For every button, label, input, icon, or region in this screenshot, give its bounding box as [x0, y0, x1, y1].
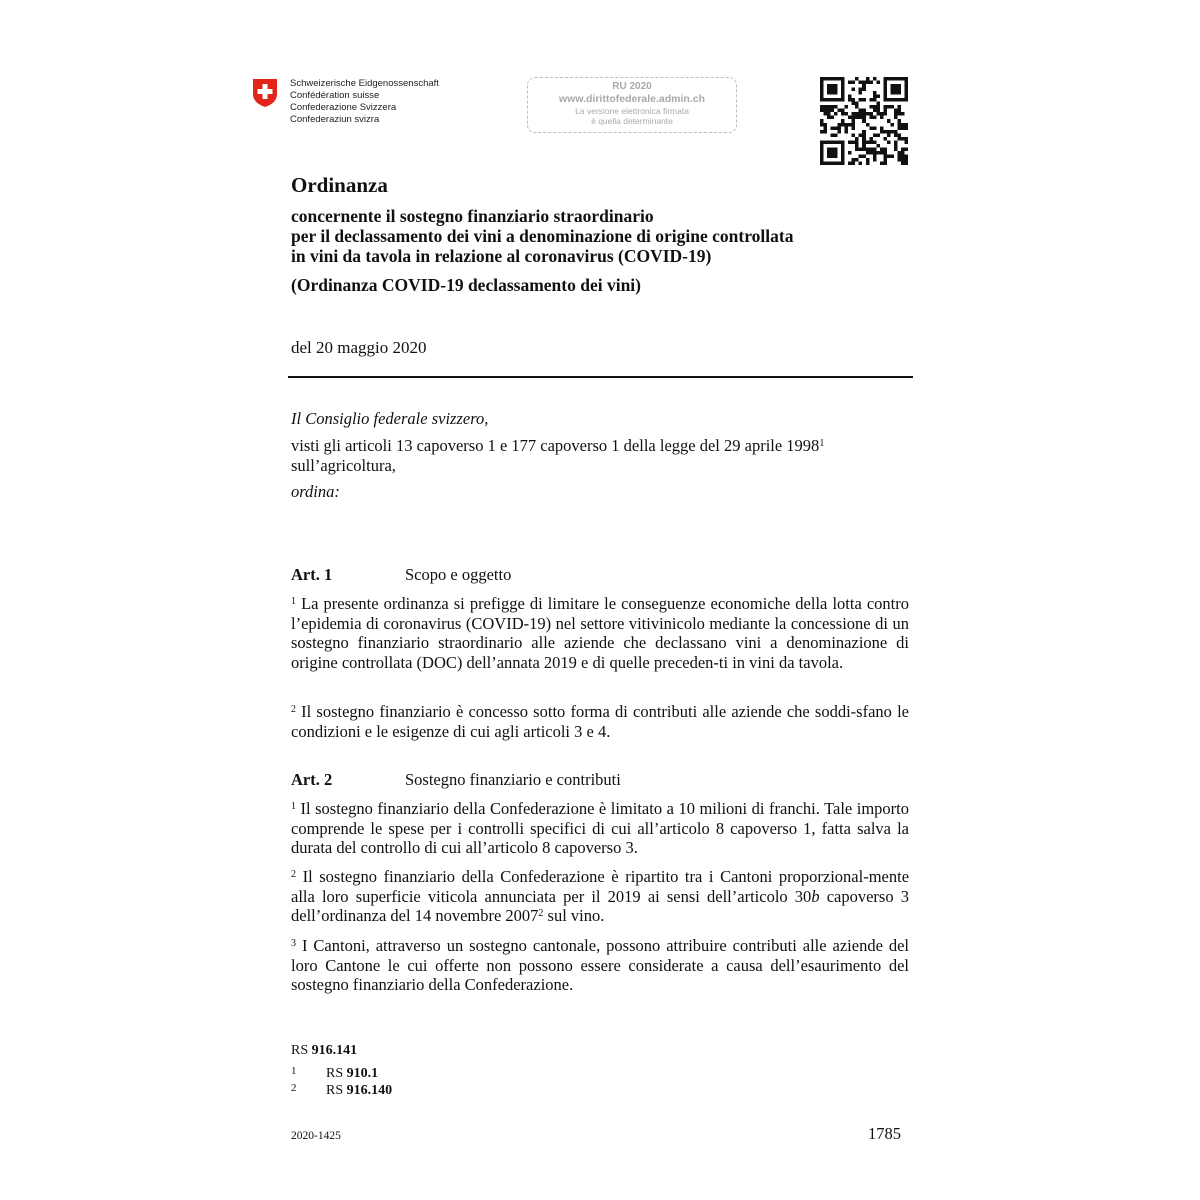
subtitle-line: per il declassamento dei vini a denominazione di origine controllata — [291, 226, 794, 246]
article-number: Art. 2 — [291, 770, 333, 789]
paragraph-text: Il sostegno finanziario della Confederazione è limitato a 10 milioni di franchi. Tale importo comprende le spese per i controlli specifici di cui all’articolo 8 capoverso 1, fatta salva la durata del controllo di cui all’articolo 8 capoverso 3. — [291, 799, 910, 857]
page-number: 1785 — [868, 1124, 901, 1143]
stamp-collection: RU 2020 — [612, 81, 652, 92]
document-date: del 20 maggio 2020 — [291, 338, 427, 357]
paragraph-text-italic: b — [811, 886, 820, 906]
footnote-number: 1 — [291, 1065, 297, 1077]
footnote-prefix: RS — [326, 1066, 347, 1081]
swiss-flag-icon — [252, 78, 278, 108]
confederation-name — [290, 78, 439, 126]
confederation-line-rm: Confederaziun svizra — [290, 114, 380, 125]
paragraph-number: 2 — [291, 704, 296, 715]
article-paragraph — [291, 702, 909, 741]
paragraph-text: sul vino. — [543, 906, 605, 925]
paragraph-number: 1 — [291, 596, 296, 607]
document-subtitle — [291, 206, 911, 266]
footnote-ref[interactable]: 1 — [819, 438, 825, 449]
rs-number: 916.141 — [311, 1043, 358, 1058]
article-paragraph — [291, 867, 909, 926]
confederation-line-fr: Confédération suisse — [290, 90, 380, 101]
publication-stamp — [527, 77, 737, 133]
article-number: Art. 1 — [291, 565, 333, 584]
title-divider — [288, 376, 913, 378]
stamp-url[interactable]: www.dirittofederale.admin.ch — [558, 93, 706, 105]
paragraph-number: 1 — [291, 801, 296, 812]
article-heading — [291, 565, 511, 585]
paragraph-text: Il sostegno finanziario della Confederazione è ripartito tra i Cantoni proporzional-mente alla loro superficie viticola annunciata per il 2019 ai sensi dell’articolo 30 — [291, 867, 910, 906]
qr-code-icon — [820, 77, 908, 165]
preamble-order: ordina: — [291, 482, 340, 501]
article-title: Scopo e oggetto — [405, 565, 512, 584]
article-title: Sostegno finanziario e contributi — [405, 770, 621, 789]
stamp-note-1: La versione elettronica firmata — [575, 106, 689, 116]
systematic-number — [291, 1042, 357, 1059]
footnote-number: 2 — [291, 1082, 297, 1094]
footnote-ref[interactable]: 2 — [538, 908, 544, 919]
confederation-line-de: Schweizerische Eidgenossenschaft — [290, 78, 439, 89]
document-number: 2020-1425 — [291, 1130, 341, 1142]
preamble-basis-text: visti gli articoli 13 capoverso 1 e 177 capoverso 1 della legge del 29 aprile 1998 — [291, 436, 820, 455]
subtitle-line: concernente il sostegno finanziario straordinario — [291, 206, 654, 226]
paragraph-text: I Cantoni, attraverso un sostegno cantonale, possono attribuire contributi alle aziende del loro Cantone le cui offerte non possono essere considerate a causa dell’esaurimento del sostegno finanziario della Confederazione. — [291, 936, 909, 994]
footnote-ref-link[interactable]: 910.1 — [346, 1066, 379, 1081]
stamp-note-2: è quella determinante — [591, 116, 673, 126]
short-title: (Ordinanza COVID-19 declassamento dei vini) — [291, 275, 641, 295]
paragraph-text: La presente ordinanza si prefigge di limitare le conseguenze economiche della lotta contro l’epidemia di coronavirus (COVID-19) nel settore vitivinicolo mediante la concessione di un sostegno finanziario straordinario alle aziende che declassano vini a denominazione di origine controllata (DOC) dell’annata 2019 e di quelle preceden-ti in vini da tavola. — [291, 594, 909, 672]
preamble-basis — [291, 436, 911, 475]
footnote-prefix: RS — [326, 1083, 347, 1098]
document-title: Ordinanza — [291, 173, 388, 197]
preamble-basis-text-2: sull’agricoltura, — [291, 455, 396, 475]
subtitle-line: in vini da tavola in relazione al coronavirus (COVID-19) — [291, 246, 712, 266]
article-heading — [291, 770, 621, 790]
preamble-authority: Il Consiglio federale svizzero, — [291, 409, 489, 428]
confederation-line-it: Confederazione Svizzera — [290, 102, 397, 113]
article-paragraph — [291, 594, 909, 672]
paragraph-text: Il sostegno finanziario è concesso sotto forma di contributi alle aziende che soddi-sfano le condizioni e le esigenze di cui agli articoli 3 e 4. — [291, 702, 909, 741]
paragraph-number: 3 — [291, 938, 296, 949]
article-paragraph — [291, 936, 909, 995]
paragraph-number: 2 — [291, 869, 296, 880]
footnote — [291, 1080, 392, 1099]
footnote-ref-link[interactable]: 916.140 — [346, 1083, 393, 1098]
paragraph-text: capoverso 3 dell’ordinanza del 14 novembre 2007 — [291, 886, 909, 925]
rs-prefix: RS — [291, 1043, 312, 1058]
article-paragraph — [291, 799, 909, 858]
